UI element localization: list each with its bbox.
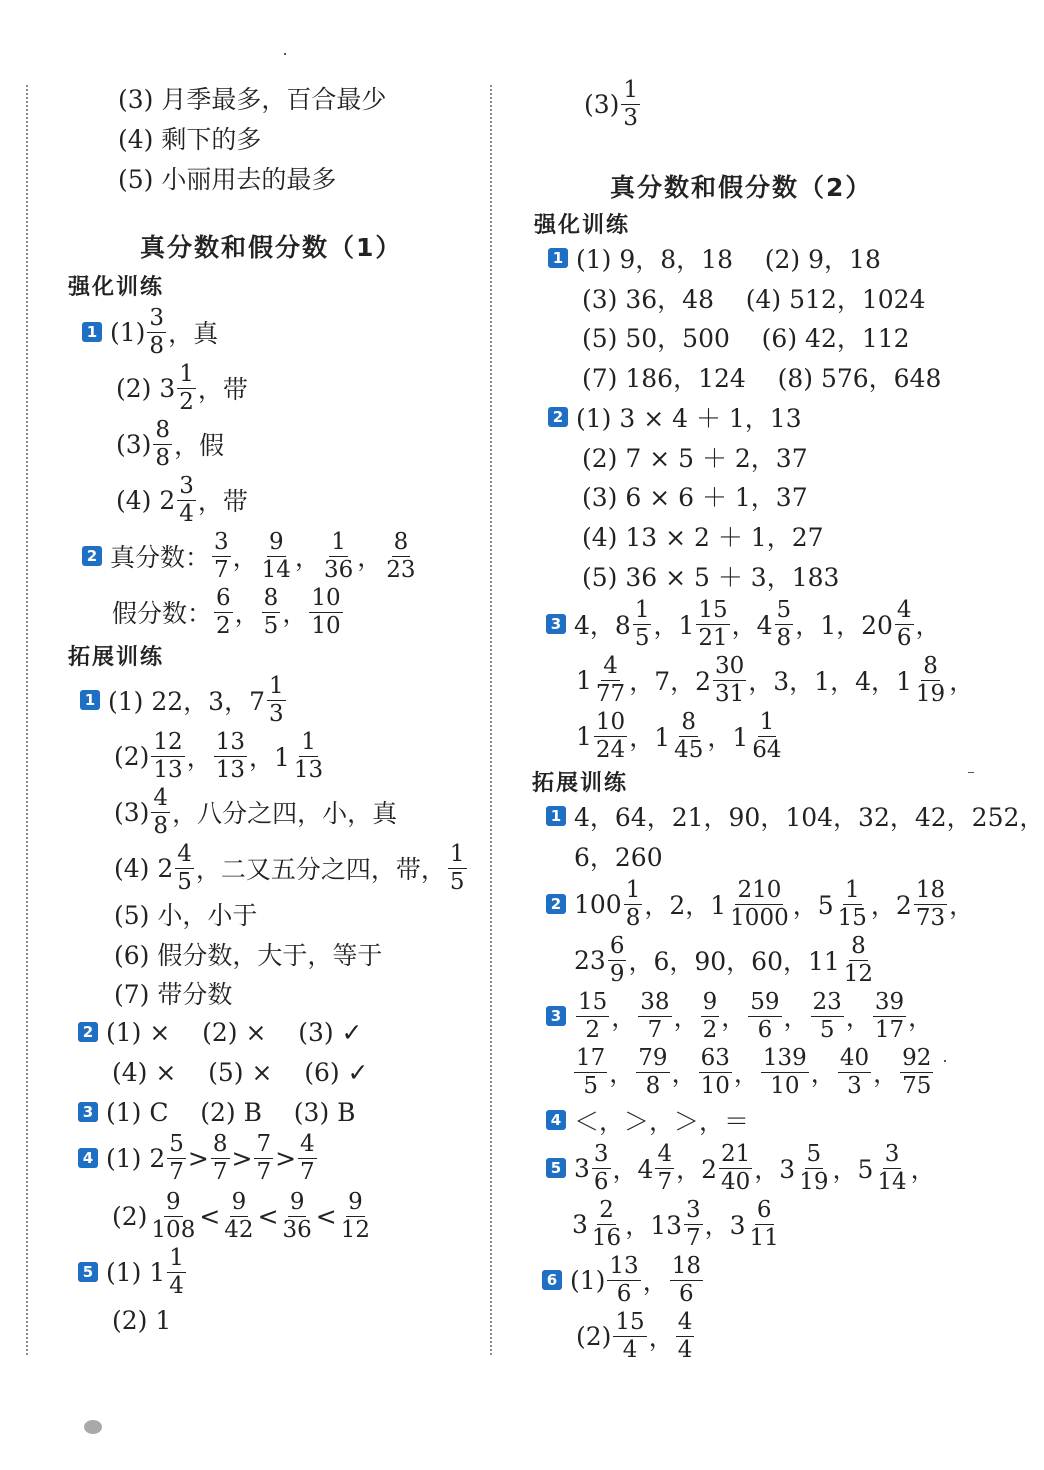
fraction: $\frac{21}{40}$ [721, 1140, 751, 1195]
left-e1-item-4: (4) 2 $\frac{4}{5}$ ，二又五分之四，带， $\frac{1}{5}$ [114, 840, 465, 895]
fraction: $\frac{15}{21}$ [698, 596, 728, 651]
left-e2-row-1: 2 (1) × (2) × (3) ✓ [78, 1016, 363, 1048]
left-top-item-4: (4) 剩下的多 [118, 125, 262, 154]
fraction: $\frac{3}{6}$ [593, 1140, 609, 1195]
right-s1-row-1: 1 (1) 9，8，18 (2) 9，18 [548, 242, 881, 274]
fraction: $\frac{18}{6}$ [671, 1252, 701, 1307]
left-s1-item-1: 1 (1) $\frac{3}{8}$ ，真 [82, 310, 218, 354]
fraction: $\frac{38}{7}$ [640, 988, 670, 1043]
fraction: $\frac{17}{5}$ [576, 1044, 606, 1099]
fraction: $\frac{9}{42}$ [224, 1188, 254, 1243]
fraction: $\frac{4}{7}$ [657, 1140, 673, 1195]
question-badge: 2 [548, 407, 568, 427]
right-s3-line-3: 1 $\frac{10}{24}$ ，1 $\frac{8}{45}$ ，1 $\frac{1}{64}$ [576, 708, 782, 763]
fraction: $\frac{40}{3}$ [839, 1044, 870, 1099]
right-s1-row-4: (7) 186，124 (8) 576，648 [582, 364, 942, 393]
left-top-item-3: (3) 月季最多，百合最少 [118, 85, 387, 114]
question-badge: 5 [546, 1158, 566, 1178]
fraction: $\frac{5}{19}$ [799, 1140, 829, 1195]
fraction: $\frac{3}{8}$ [149, 304, 165, 359]
left-s2-proper: 2 真分数： $\frac{3}{7}$ ， $\frac{9}{14}$ ， $\frac{1}{36}$ ， $\frac{8}{23}$ [82, 534, 420, 578]
left-e1-item-3: (3) $\frac{4}{8}$ ，八分之四，小，真 [114, 784, 398, 839]
fraction: $\frac{10}{10}$ [311, 584, 341, 639]
left-e1-item-7: (7) 带分数 [114, 980, 233, 1009]
right-s3-line-1: 3 4，8 $\frac{1}{5}$ ，1 $\frac{15}{21}$ ，4 $\frac{5}{8}$ ，1，20 $\frac{4}{6}$ ， [546, 602, 941, 646]
fraction: $\frac{13}{6}$ [609, 1252, 639, 1307]
fraction: $\frac{8}{23}$ [386, 528, 416, 583]
fraction: $\frac{8}{5}$ [263, 584, 279, 639]
fraction: $\frac{59}{6}$ [750, 988, 780, 1043]
left-e1-item-5: (5) 小，小于 [114, 901, 258, 930]
fraction: $\frac{1}{3}$ [623, 76, 639, 131]
fraction: $\frac{3}{14}$ [877, 1140, 907, 1195]
right-s1-row-3: (5) 50，500 (6) 42，112 [582, 324, 910, 353]
right-e3-line-1: 3 $\frac{15}{2}$ ， $\frac{38}{7}$ ， $\frac{9}{2}$ ， $\frac{59}{6}$ ， $\frac{23}{5}$ ， $\frac{39}{17}$ ， [546, 994, 933, 1038]
fraction: $\frac{1}{15}$ [837, 876, 867, 931]
fraction: $\frac{4}{8}$ [153, 784, 169, 839]
question-badge: 3 [78, 1102, 98, 1122]
fraction: $\frac{63}{10}$ [700, 1044, 730, 1099]
question-badge: 1 [548, 248, 568, 268]
left-s1-item-4: (4) 2 $\frac{3}{4}$ ，带 [116, 472, 248, 527]
left-column [0, 0, 490, 1470]
fraction: $\frac{8}{45}$ [674, 708, 704, 763]
right-e1-line-1: 1 4，64，21，90，104，32，42，252， [546, 800, 1044, 832]
question-badge: 5 [78, 1262, 98, 1282]
fraction: $\frac{1}{5}$ [634, 596, 650, 651]
fraction: $\frac{3}{7}$ [214, 528, 229, 583]
left-e5-item-2: (2) 1 [112, 1305, 172, 1335]
left-top-item-5: (5) 小丽用去的最多 [118, 165, 337, 194]
fraction: $\frac{39}{17}$ [874, 988, 905, 1043]
fraction: $\frac{7}{7}$ [256, 1130, 272, 1185]
fraction: $\frac{1}{8}$ [625, 876, 641, 931]
right-e4-row: 4 ＜，＞，＞，＝ [546, 1104, 749, 1136]
left-e2-row-2: (4) × (5) × (6) ✓ [112, 1057, 369, 1087]
right-s3-line-2: 1 $\frac{4}{77}$ ，7，2 $\frac{30}{31}$ ，3，1，4，1 $\frac{8}{19}$ ， [576, 652, 975, 707]
stray-mark [968, 772, 974, 773]
fraction: $\frac{1}{2}$ [179, 360, 194, 415]
fraction: $\frac{4}{77}$ [595, 652, 626, 707]
question-badge: 3 [546, 614, 566, 634]
fraction: $\frac{92}{75}$ [902, 1044, 932, 1099]
left-section-title: 真分数和假分数（1） [140, 233, 403, 262]
fraction: $\frac{79}{8}$ [638, 1044, 668, 1099]
right-e2-line-1: 2 100 $\frac{1}{8}$ ，2，1 $\frac{210}{1000}$ ，5 $\frac{1}{15}$ ，2 $\frac{18}{73}$ ， [546, 882, 974, 926]
right-e1-line-2: 6，260 [574, 843, 663, 872]
right-expand-heading: 拓展训练 [532, 771, 629, 796]
fraction: $\frac{210}{1000}$ [730, 876, 789, 931]
question-badge: 1 [546, 806, 566, 826]
fraction: $\frac{15}{4}$ [615, 1308, 645, 1363]
right-e6-item-2: (2) $\frac{15}{4}$ ， $\frac{4}{4}$ [576, 1308, 693, 1363]
fraction: $\frac{9}{108}$ [151, 1188, 196, 1243]
fraction: $\frac{8}{19}$ [915, 652, 946, 707]
fraction: $\frac{13}{13}$ [215, 728, 245, 783]
fraction: $\frac{2}{16}$ [591, 1196, 622, 1251]
left-e1-item-2: (2) $\frac{12}{13}$ ， $\frac{13}{13}$ ，1 $\frac{1}{13}$ [114, 728, 324, 783]
fraction: $\frac{4}{6}$ [896, 596, 912, 651]
left-s1-item-3: (3) $\frac{8}{8}$ ，假 [116, 416, 225, 471]
fraction: $\frac{30}{31}$ [715, 652, 745, 707]
fraction: $\frac{10}{24}$ [595, 708, 626, 763]
question-badge: 2 [82, 546, 102, 566]
fraction: $\frac{139}{10}$ [762, 1044, 807, 1099]
question-badge: 2 [78, 1022, 98, 1042]
fraction: $\frac{23}{5}$ [812, 988, 842, 1043]
right-top-item-3: (3) $\frac{1}{3}$ [584, 76, 639, 131]
right-s2-row-4: (4) 13 × 2 ＋ 1，27 [582, 523, 824, 552]
stray-dot [944, 1060, 946, 1062]
question-badge: 2 [546, 894, 566, 914]
question-badge: 3 [546, 1006, 566, 1026]
left-e4-item-2: (2) $\frac{9}{108}$ < $\frac{9}{42}$ < $\frac{9}{36}$ < $\frac{9}{12}$ [112, 1188, 371, 1243]
question-badge: 4 [78, 1148, 98, 1168]
fraction: $\frac{5}{8}$ [776, 596, 792, 651]
right-strength-heading: 强化训练 [534, 213, 631, 238]
fraction: $\frac{1}{3}$ [268, 672, 284, 727]
fraction: $\frac{5}{7}$ [169, 1130, 184, 1185]
right-column [490, 0, 1044, 1470]
fraction: $\frac{6}{9}$ [609, 932, 625, 987]
right-s2-row-1: 2 (1) 3 × 4 ＋ 1，13 [548, 401, 802, 433]
fraction: $\frac{4}{5}$ [177, 840, 192, 895]
fraction: $\frac{9}{12}$ [340, 1188, 371, 1243]
fraction: $\frac{1}{5}$ [449, 840, 465, 895]
right-s2-row-5: (5) 36 × 5 ＋ 3，183 [582, 563, 840, 592]
left-strength-heading: 强化训练 [68, 275, 165, 300]
fraction: $\frac{3}{4}$ [179, 472, 194, 527]
right-e2-line-2: 23 $\frac{6}{9}$ ，6，90，60，11 $\frac{8}{12}$ [574, 932, 874, 987]
right-e5-line-2: 3 $\frac{2}{16}$ ，13 $\frac{3}{7}$ ，3 $\frac{6}{11}$ [572, 1196, 779, 1251]
right-s2-row-2: (2) 7 × 5 ＋ 2，37 [582, 444, 808, 473]
left-e4-item-1: 4 (1) 2 $\frac{5}{7}$ > $\frac{8}{7}$ > $\frac{7}{7}$ > $\frac{4}{7}$ [78, 1136, 319, 1180]
fraction: $\frac{12}{13}$ [153, 728, 183, 783]
question-badge: 1 [82, 322, 102, 342]
fraction: $\frac{1}{13}$ [293, 728, 324, 783]
fraction: $\frac{1}{64}$ [752, 708, 782, 763]
left-s2-improper: 假分数： $\frac{6}{2}$ ， $\frac{8}{5}$ ， $\frac{10}{10}$ [112, 584, 341, 639]
fraction: $\frac{1}{36}$ [323, 528, 354, 583]
right-s1-row-2: (3) 36，48 (4) 512，1024 [582, 285, 926, 314]
question-badge: 6 [542, 1270, 562, 1290]
fraction: $\frac{8}{12}$ [843, 932, 874, 987]
fraction: $\frac{15}{2}$ [578, 988, 608, 1043]
right-section-title: 真分数和假分数（2） [610, 173, 873, 202]
ink-smudge [84, 1420, 102, 1434]
left-e3-row: 3 (1) C (2) B (3) B [78, 1096, 356, 1128]
left-e1-item-6: (6) 假分数，大于，等于 [114, 941, 383, 970]
left-e1-item-1: 1 (1) 22，3，7 $\frac{1}{3}$ [80, 678, 288, 722]
fraction: $\frac{4}{7}$ [300, 1130, 315, 1185]
left-e5-item-1: 5 (1) 1 $\frac{1}{4}$ [78, 1250, 188, 1294]
fraction: $\frac{18}{73}$ [915, 876, 946, 931]
fraction: $\frac{3}{7}$ [686, 1196, 701, 1251]
question-badge: 1 [80, 690, 100, 710]
fraction: $\frac{9}{36}$ [282, 1188, 312, 1243]
right-e6-item-1: 6 (1) $\frac{13}{6}$ ， $\frac{18}{6}$ [542, 1258, 705, 1302]
right-e3-line-2: $\frac{17}{5}$ ， $\frac{79}{8}$ ， $\frac{63}{10}$ ， $\frac{139}{10}$ ， $\frac{40}{3}$ ， $\frac{92}{75}$ [576, 1044, 932, 1099]
fraction: $\frac{8}{8}$ [155, 416, 171, 471]
left-expand-heading: 拓展训练 [68, 645, 165, 670]
fraction: $\frac{8}{7}$ [212, 1130, 228, 1185]
fraction: $\frac{6}{2}$ [216, 584, 231, 639]
left-s1-item-2: (2) 3 $\frac{1}{2}$ ，带 [116, 360, 248, 415]
fraction: $\frac{9}{14}$ [261, 528, 291, 583]
right-e5-line-1: 5 3 $\frac{3}{6}$ ，4 $\frac{4}{7}$ ，2 $\frac{21}{40}$ ，3 $\frac{5}{19}$ ，5 $\frac{3}{14}$ ， [546, 1146, 936, 1190]
fraction: $\frac{9}{2}$ [702, 988, 718, 1043]
fraction: $\frac{4}{4}$ [677, 1308, 693, 1363]
question-badge: 4 [546, 1110, 566, 1130]
fraction: $\frac{6}{11}$ [749, 1196, 779, 1251]
fraction: $\frac{1}{4}$ [169, 1244, 184, 1299]
right-s2-row-3: (3) 6 × 6 ＋ 1，37 [582, 483, 808, 512]
